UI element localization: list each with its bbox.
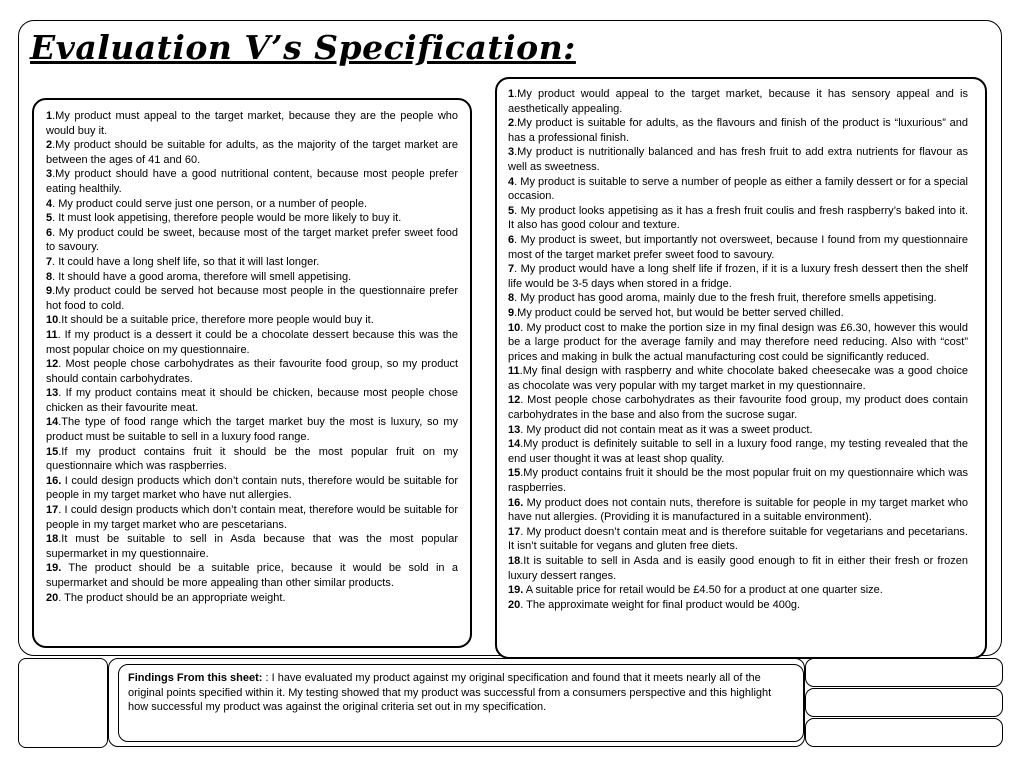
spec-item [46, 197, 458, 212]
eval-item-number: 8 [508, 292, 515, 305]
spec-item-text: .My product could be served hot because most people in the questionnaire prefer hot food to cold. [46, 285, 458, 312]
spec-item [46, 313, 458, 328]
eval-item-text: . Most people chose carbohydrates as their favourite food group, my product does contain carbohydrates in the base and also from the sucrose sugar. [508, 394, 968, 422]
eval-item-number: 6 [508, 233, 515, 246]
spec-item [46, 591, 458, 606]
spec-item-number: 5 [46, 212, 53, 225]
spec-item [46, 415, 458, 444]
spec-item [46, 328, 458, 357]
spec-item-text: The product should be a suitable price, because it would be sold in a supermarket and should be more appealing than other similar products. [46, 562, 458, 589]
spec-item [46, 561, 458, 590]
eval-item-text: .My product is definitely suitable to sell in a luxury food range, my testing revealed that the end user thought it was at least shop quality. [508, 438, 968, 465]
findings-text: : I have evaluated my product against my original specification and found that it meets nearly all of the original points specified within it. My testing showed that my product was successful from a consumers perspective and this highlight how successful my product was against the original criteria set out in my specification. [128, 672, 772, 714]
right-slot-1 [805, 658, 1003, 687]
eval-item [508, 598, 968, 613]
eval-item-number: 7 [508, 263, 515, 276]
eval-item-text: .My final design with raspberry and white chocolate baked cheesecake was a good choice as chocolate was very popular with my target market in my questionnaire. [508, 365, 968, 392]
spec-item [46, 357, 458, 386]
spec-item-text: .My product should have a good nutritional content, because most people prefer eating healthily. [46, 168, 458, 195]
spec-item-number: 8 [46, 270, 53, 283]
spec-item-text: I could design products which don’t contain nuts, therefore would be suitable for people in my target market who have nut allergies. [46, 474, 458, 502]
spec-item [46, 284, 458, 313]
spec-item-text: . My product could be sweet, because most of the target market prefer sweet food to savoury. [46, 226, 458, 254]
eval-item [508, 583, 968, 598]
eval-item-number: 9 [508, 306, 515, 319]
spec-item-number: 11 [46, 328, 58, 341]
eval-item-number: 14 [508, 438, 521, 451]
eval-item [508, 364, 968, 393]
spec-item-number: 2 [46, 139, 53, 152]
spec-item-text: .It must be suitable to sell in Asda because that was the most popular supermarket in my questionnaire. [46, 533, 458, 560]
spec-item-text: . If my product is a dessert it could be a chocolate dessert because this was the most popular choice on my questionnaire. [46, 328, 458, 356]
eval-item-text: A suitable price for retail would be £4.50 for a product at one quarter size. [523, 584, 883, 597]
spec-item-text: . It should have a good aroma, therefore will smell appetising. [52, 270, 352, 283]
specification-list [32, 98, 472, 648]
spec-item-number: 10 [46, 314, 59, 327]
eval-item-text: .My product contains fruit it should be the most popular fruit on my questionnaire which was raspberries. [508, 467, 968, 495]
spec-item [46, 503, 458, 532]
spec-item-number: 18 [46, 533, 59, 546]
spec-item-text: .If my product contains fruit it should be the most popular fruit on my questionnaire which was raspberries. [46, 445, 458, 473]
eval-item-text: . My product is suitable to serve a number of people as either a family dessert or for a special occasion. [508, 175, 968, 203]
eval-item-number: 18 [508, 555, 521, 567]
spec-item-number: 7 [46, 255, 53, 268]
spec-item-text: . The product should be an appropriate weight. [58, 591, 286, 604]
spec-item-number: 1 [46, 110, 53, 122]
eval-item-number: 17 [508, 525, 521, 538]
eval-item-text: . My product has good aroma, mainly due to the fresh fruit, therefore smells appetising. [514, 292, 937, 305]
eval-item [508, 393, 968, 422]
eval-item [508, 306, 968, 321]
eval-item [508, 437, 968, 466]
eval-item-number: 4 [508, 175, 515, 188]
spec-item-number: 12 [46, 358, 59, 371]
eval-item [508, 466, 968, 495]
eval-item-number: 5 [508, 204, 515, 217]
eval-item-number: 15 [508, 467, 521, 480]
spec-item-number: 19. [46, 562, 62, 575]
eval-item [508, 145, 968, 174]
spec-item-number: 15 [46, 445, 59, 458]
spec-item-text: . I could design products which don’t contain meat, therefore would be suitable for people in my target market who are pescetarians. [46, 504, 458, 531]
spec-item [46, 474, 458, 503]
spec-item [46, 211, 458, 226]
spec-item [46, 167, 458, 196]
spec-item [46, 532, 458, 561]
spec-item-text: .My product should be suitable for adults, as the majority of the target market are between the ages of 41 and 60. [46, 139, 458, 166]
right-slot-2 [805, 688, 1003, 717]
spec-item-number: 3 [46, 168, 53, 181]
eval-item-number: 2 [508, 117, 515, 130]
eval-item-text: . My product is sweet, but importantly not oversweet, because I found from my questionnaire most of the target market prefer sweet food to savoury. [508, 233, 968, 261]
eval-item-text: . My product would have a long shelf life if frozen, if it is a luxury fresh dessert then the shelf life would be 3-5 days when stored in a fridge. [508, 263, 968, 290]
eval-item-number: 16. [508, 496, 524, 509]
eval-item [508, 233, 968, 262]
spec-item-number: 20 [46, 591, 59, 604]
bottom-left-panel [18, 658, 108, 748]
spec-item-number: 14 [46, 416, 59, 429]
spec-item-text: .The type of food range which the target market buy the most is luxury, so my product must be suitable to sell in a luxury food range. [46, 416, 458, 444]
eval-item [508, 87, 968, 116]
eval-item [508, 116, 968, 145]
eval-item-number: 20 [508, 598, 521, 611]
eval-item [508, 175, 968, 204]
spec-item-number: 16. [46, 474, 62, 487]
eval-item [508, 554, 968, 583]
eval-item-text: . My product doesn’t contain meat and is therefore suitable for vegetarians and pecetarians. It isn’t suitable for vegans and gluten free diets. [508, 525, 968, 553]
eval-item-text: My product does not contain nuts, therefore is suitable for people in my target market who have nut allergies. (Providing it is manufactured in a suitable environment). [508, 496, 968, 524]
eval-item [508, 525, 968, 554]
spec-item [46, 109, 458, 138]
eval-item-text: . The approximate weight for final product would be 400g. [520, 598, 801, 611]
spec-item-number: 9 [46, 285, 53, 298]
spec-item-number: 4 [46, 197, 53, 210]
eval-item-number: 10 [508, 321, 521, 334]
spec-item-text: . It must look appetising, therefore people would be more likely to buy it. [52, 212, 402, 225]
spec-item-text: .It should be a suitable price, therefore more people would buy it. [58, 314, 374, 327]
eval-item-text: .My product is nutritionally balanced and has fresh fruit to add extra nutrients for flavour as well as sweetness. [508, 146, 968, 173]
eval-item-text: .My product could be served hot, but would be better served chilled. [514, 306, 844, 319]
spec-item [46, 386, 458, 415]
eval-item-number: 1 [508, 88, 515, 100]
page-title: Evaluation V’s Specification: [30, 28, 576, 67]
spec-item-number: 13 [46, 387, 59, 400]
eval-item-text: .It is suitable to sell in Asda and is easily good enough to fit in either their fresh or frozen luxury dessert ranges. [508, 555, 968, 582]
spec-item [46, 270, 458, 285]
eval-item-number: 19. [508, 584, 524, 597]
spec-item-number: 6 [46, 226, 53, 239]
eval-item [508, 291, 968, 306]
eval-item [508, 321, 968, 365]
spec-item-text: . Most people chose carbohydrates as their favourite food group, so my product should contain carbohydrates. [46, 358, 458, 385]
eval-item-text: .My product is suitable for adults, as the flavours and finish of the product is “luxurious” and has a professional finish. [508, 117, 968, 144]
spec-item-text: .My product must appeal to the target market, because they are the people who would buy it. [46, 110, 458, 137]
eval-item [508, 262, 968, 291]
spec-item-text: . If my product contains meat it should be chicken, because most people chose chicken as their favourite meat. [46, 387, 458, 414]
eval-item-number: 3 [508, 146, 515, 159]
eval-item-number: 11 [508, 365, 520, 378]
eval-item [508, 204, 968, 233]
spec-item-number: 17 [46, 504, 59, 517]
spec-item-text: . My product could serve just one person, or a number of people. [52, 197, 368, 210]
eval-item-text: .My product would appeal to the target market, because it has sensory appeal and is aesthetically appealing. [508, 88, 968, 115]
findings-label: Findings From this sheet: [128, 672, 263, 684]
eval-item-text: . My product cost to make the portion size in my final design was £6.30, however this would be a large product for the average family and may therefore need reducing. Also with “cost” prices and making in bulk the actual manufacturing cost could be significantly reduced. [508, 321, 968, 363]
spec-item [46, 255, 458, 270]
eval-item-text: . My product did not contain meat as it was a sweet product. [520, 423, 813, 436]
eval-item-number: 12 [508, 394, 521, 407]
spec-item [46, 226, 458, 255]
evaluation-list [495, 77, 987, 659]
eval-item [508, 496, 968, 525]
spec-item [46, 445, 458, 474]
eval-item-number: 13 [508, 423, 521, 436]
eval-item [508, 423, 968, 438]
eval-item-text: . My product looks appetising as it has a fresh fruit coulis and fresh raspberry’s baked into it. It also has good colour and texture. [508, 204, 968, 232]
spec-item [46, 138, 458, 167]
spec-item-text: . It could have a long shelf life, so that it will last longer. [52, 255, 320, 268]
right-slot-3 [805, 718, 1003, 747]
findings-box [118, 664, 804, 742]
